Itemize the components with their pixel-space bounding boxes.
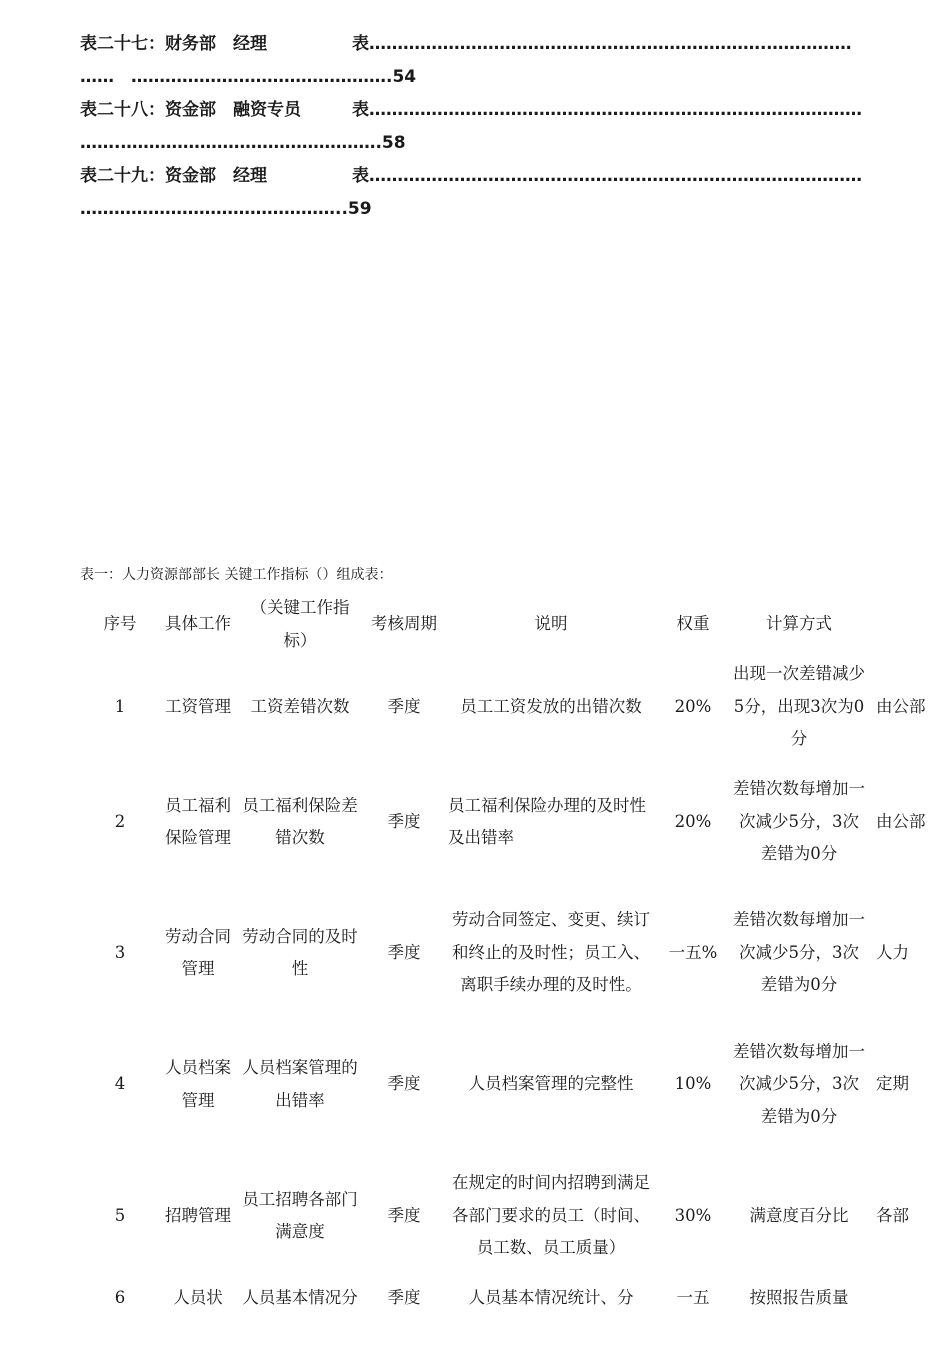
- cell-source: 各部: [876, 1205, 909, 1225]
- table-row: [80, 1019, 950, 1150]
- cell-description: 劳动合同签定、变更、续订和终止的及时性；员工入、离职手续办理的及时性。: [452, 910, 650, 995]
- cell-work: 招聘管理: [165, 1205, 231, 1225]
- cell-calculation: 出现一次差错减少5分，出现3次为0分: [733, 664, 865, 749]
- header-weight: 权重: [676, 614, 710, 634]
- cell-kpi: 员工福利保险差错次数: [242, 795, 358, 847]
- cell-weight: 20%: [674, 696, 712, 716]
- table-header-row: [80, 592, 950, 657]
- table-row: [80, 757, 950, 887]
- table-row: [80, 887, 950, 1019]
- cell-work: 人员状: [173, 1288, 223, 1307]
- header-source: [870, 592, 950, 657]
- cell-description: 人员档案管理的完整性: [468, 1074, 634, 1094]
- toc-entry-29[interactable]: 表二十九：资金部 经理 表……………………………………………………………………………: [80, 166, 862, 186]
- cell-work: 人员档案管理: [165, 1058, 231, 1110]
- cell-calculation: 差错次数每增加一次减少5分，3次差错为0分: [733, 1041, 865, 1126]
- table-of-contents: [80, 28, 880, 226]
- cell-kpi: 人员基本情况分: [242, 1288, 358, 1307]
- toc-entry-28[interactable]: 表二十八：资金部 融资专员 表……………………………………………………………………………: [80, 100, 862, 120]
- cell-description: 在规定的时间内招聘到满足各部门要求的员工（时间、员工数、员工质量）: [452, 1173, 650, 1258]
- cell-index: 1: [114, 696, 126, 716]
- cell-description: 员工福利保险办理的及时性及出错率: [448, 795, 646, 847]
- cell-period: 季度: [387, 696, 421, 716]
- cell-period: 季度: [387, 942, 421, 962]
- header-calculation: 计算方式: [766, 614, 832, 634]
- cell-kpi: 人员档案管理的出错率: [242, 1058, 358, 1110]
- cell-source: 人力: [876, 942, 909, 962]
- cell-weight: 一五: [676, 1288, 710, 1307]
- cell-period: 季度: [387, 1205, 421, 1225]
- header-description: 说明: [534, 614, 568, 634]
- kpi-table: [80, 592, 950, 1348]
- cell-weight: 10%: [674, 1074, 712, 1094]
- table-row: [80, 1150, 950, 1282]
- cell-source: 定期: [876, 1074, 909, 1094]
- toc-entry-29-page[interactable]: ………………………………………..59: [80, 199, 372, 219]
- cell-index: 3: [114, 942, 126, 962]
- cell-index: 6: [114, 1288, 126, 1307]
- table-row: [80, 657, 950, 757]
- cell-calculation: 满意度百分比: [749, 1205, 849, 1225]
- cell-weight: 20%: [674, 811, 712, 831]
- cell-weight: 一五%: [668, 942, 718, 962]
- table-row: [80, 1282, 950, 1348]
- cell-index: 5: [114, 1205, 126, 1225]
- cell-weight: 30%: [674, 1205, 712, 1225]
- cell-calculation: 差错次数每增加一次减少5分，3次差错为0分: [733, 910, 865, 995]
- cell-work: 劳动合同管理: [165, 926, 231, 978]
- header-work: 具体工作: [165, 614, 231, 634]
- cell-source: 由公部: [876, 811, 926, 831]
- header-period: 考核周期: [371, 614, 437, 634]
- cell-period: 季度: [387, 1288, 421, 1307]
- toc-entry-28-page[interactable]: …….……………………………………….58: [80, 133, 406, 153]
- cell-source: [870, 1282, 950, 1348]
- toc-entry-27-page[interactable]: …… ……………………………………….54: [80, 67, 417, 87]
- cell-description: 员工工资发放的出错次数: [460, 696, 642, 716]
- cell-source: 由公部: [876, 696, 926, 716]
- cell-index: 4: [114, 1074, 126, 1094]
- cell-period: 季度: [387, 811, 421, 831]
- header-kpi: （关键工作指标）: [250, 598, 350, 650]
- toc-entry-27[interactable]: 表二十七：财务部 经理 表…………………………………………………………….……………: [80, 34, 852, 54]
- cell-work: 员工福利保险管理: [165, 795, 231, 847]
- cell-description: 人员基本情况统计、分: [468, 1288, 634, 1307]
- cell-work: 工资管理: [165, 696, 231, 716]
- cell-calculation: 差错次数每增加一次减少5分，3次差错为0分: [733, 779, 865, 864]
- header-index: 序号: [103, 614, 137, 634]
- cell-index: 2: [114, 811, 126, 831]
- cell-period: 季度: [387, 1074, 421, 1094]
- cell-kpi: 工资差错次数: [250, 696, 350, 716]
- table-caption: 表一：人力资源部部长 关键工作指标（）组成表：: [80, 567, 393, 583]
- cell-calculation: 按照报告质量: [749, 1288, 849, 1307]
- cell-kpi: 员工招聘各部门满意度: [242, 1189, 358, 1241]
- cell-kpi: 劳动合同的及时性: [242, 926, 358, 978]
